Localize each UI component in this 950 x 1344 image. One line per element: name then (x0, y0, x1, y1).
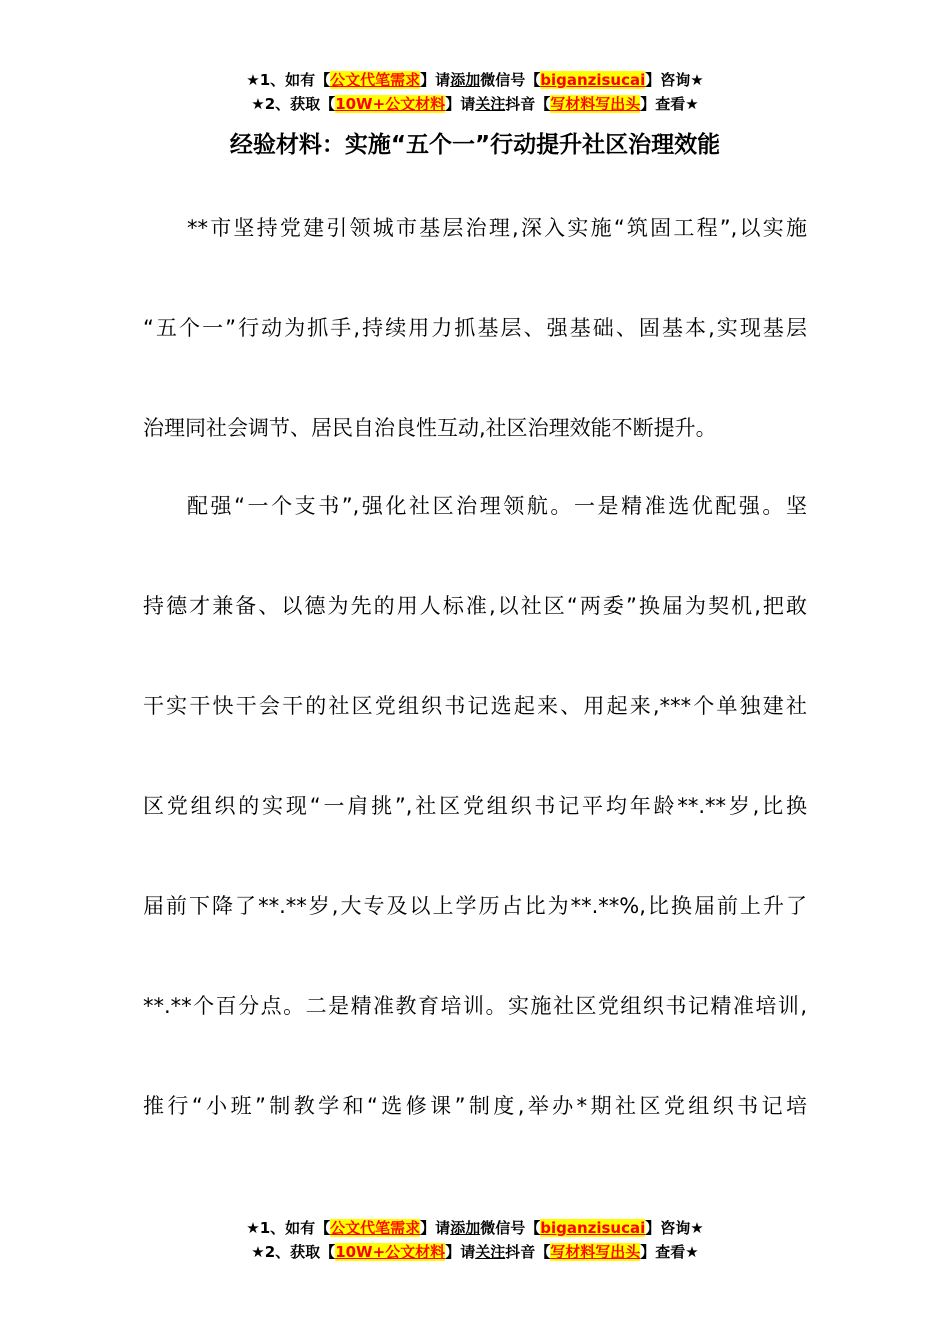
document-title: 经验材料：实施“五个一”行动提升社区治理效能 (229, 132, 721, 158)
banner-line1-suffix: 】咨询★ (645, 1219, 704, 1237)
banner-line-1 (0, 68, 950, 92)
paragraph-2 (143, 456, 807, 1156)
banner-line1-highlight-service: 公文代笔需求 (330, 71, 421, 89)
banner-line2-middle: 】请 (445, 1243, 476, 1261)
banner-line1-highlight-service: 公文代笔需求 (330, 1219, 421, 1237)
paragraph-2-line-2: 持德才兼备、以德为先的用人标准,以社区“两委”换届为契机,把敢 (143, 594, 807, 618)
banner-line2-suffix: 】查看★ (640, 95, 699, 113)
paragraph-1-line-3: 治理同社会调节、居民自治良性互动,社区治理效能不断提升。 (143, 416, 717, 440)
paragraph-2-line-1: 配强“一个支书”,强化社区治理领航。一是精准选优配强。坚 (187, 494, 807, 518)
banner-line1-prefix: ★1、如有【 (246, 1219, 331, 1237)
banner-line2-prefix: ★2、获取【 (251, 95, 336, 113)
paragraph-2-line-3: 干实干快干会干的社区党组织书记选起来、用起来,***个单独建社 (143, 694, 807, 718)
banner-line1-middle: 】请 (420, 1219, 451, 1237)
banner-line2-highlight-douyin: 写材料写出头 (550, 1243, 641, 1261)
paragraph-2-line-7: 推行“小班”制教学和“选修课”制度,举办*期社区党组织书记培 (143, 1094, 807, 1118)
banner-line1-middle2: 微信号【 (480, 71, 541, 89)
paragraph-2-line-4: 区党组织的实现“一肩挑”,社区党组织书记平均年龄**.**岁,比换 (143, 794, 807, 818)
banner-line1-prefix: ★1、如有【 (246, 71, 331, 89)
banner-line-2 (0, 1240, 950, 1264)
banner-line-2 (0, 92, 950, 116)
paragraph-1 (143, 178, 807, 478)
banner-line1-highlight-wechat: biganzisucai (540, 1219, 646, 1237)
banner-line1-emphasis: 添加 (450, 1219, 481, 1237)
banner-line1-middle2: 微信号【 (480, 1219, 541, 1237)
banner-line2-middle2: 抖音【 (505, 95, 551, 113)
banner-line2-middle: 】请 (445, 95, 476, 113)
bottom-banner (0, 1216, 950, 1264)
banner-line2-middle2: 抖音【 (505, 1243, 551, 1261)
banner-line-1 (0, 1216, 950, 1240)
banner-line2-emphasis: 关注 (475, 95, 506, 113)
banner-line1-middle: 】请 (420, 71, 451, 89)
paragraph-2-line-6: **.**个百分点。二是精准教育培训。实施社区党组织书记精准培训, (143, 994, 807, 1018)
banner-line1-highlight-wechat: biganzisucai (540, 71, 646, 89)
banner-line2-suffix: 】查看★ (640, 1243, 699, 1261)
banner-line2-highlight-douyin: 写材料写出头 (550, 95, 641, 113)
banner-line2-emphasis: 关注 (475, 1243, 506, 1261)
banner-line1-suffix: 】咨询★ (645, 71, 704, 89)
banner-line2-prefix: ★2、获取【 (251, 1243, 336, 1261)
paragraph-2-line-5: 届前下降了**.**岁,大专及以上学历占比为**.**%,比换届前上升了 (143, 894, 807, 918)
top-banner (0, 68, 950, 116)
banner-line1-emphasis: 添加 (450, 71, 481, 89)
banner-line2-highlight-materials: 10W+公文材料 (335, 95, 446, 113)
banner-line2-highlight-materials: 10W+公文材料 (335, 1243, 446, 1261)
paragraph-1-line-2: “五个一”行动为抓手,持续用力抓基层、强基础、固基本,实现基层 (143, 316, 807, 340)
paragraph-1-line-1: **市坚持党建引领城市基层治理,深入实施“筑固工程”,以实施 (187, 216, 807, 240)
